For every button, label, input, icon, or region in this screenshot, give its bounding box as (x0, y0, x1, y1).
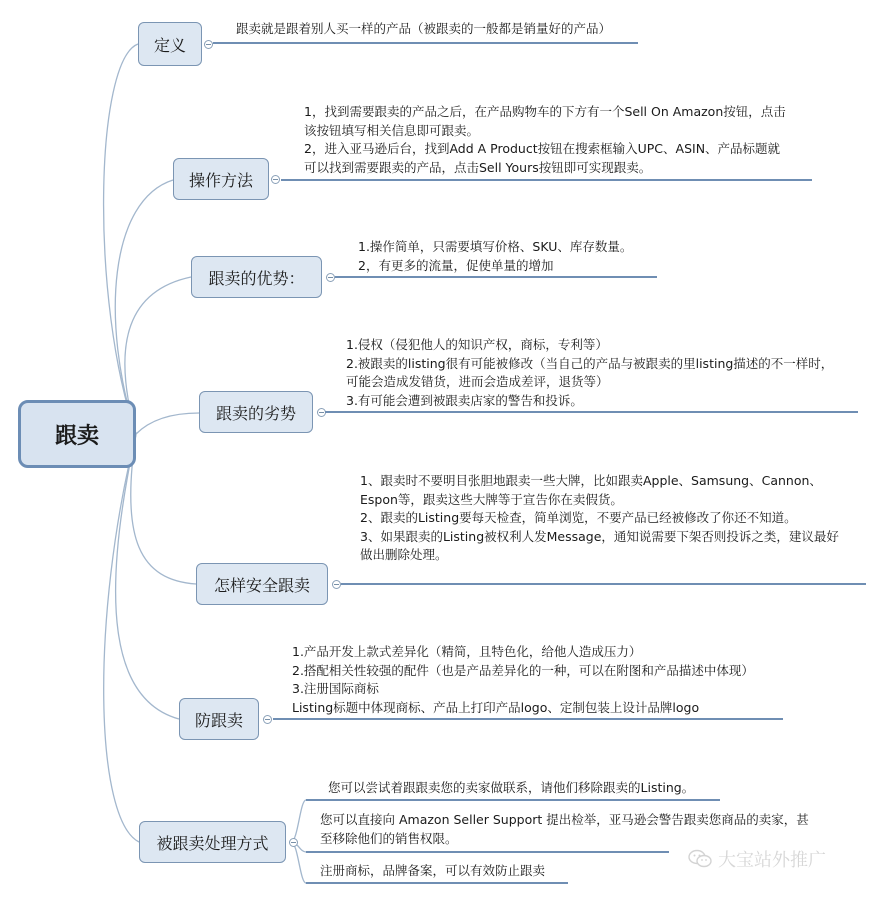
handling-sub3-underline (306, 882, 568, 884)
collapse-toggle-icon[interactable] (326, 273, 335, 282)
safe-method-underline (341, 583, 866, 585)
text-line: 做出删除处理。 (360, 547, 448, 562)
handling-sub1-underline (306, 799, 720, 801)
text-line: 跟卖就是跟着别人买一样的产品（被跟卖的一般都是销量好的产品） (236, 21, 612, 36)
collapse-toggle-icon[interactable] (332, 580, 341, 589)
text-line: 2.被跟卖的listing很有可能被修改（当自己的产品与被跟卖的里listing描述的不一样时， (346, 355, 834, 371)
text-line: 1，找到需要跟卖的产品之后，在产品购物车的下方有一个Sell On Amazon按钮，点击 (304, 104, 786, 119)
branch-definition[interactable]: 定义 (138, 22, 202, 66)
collapse-toggle-icon[interactable] (263, 715, 272, 724)
text-line: Listing标题中体现商标、产品上打印产品logo、定制包装上设计品牌logo (292, 699, 700, 715)
handling-sub2-underline (306, 851, 669, 853)
advantages-underline (335, 276, 657, 278)
disadvantages-underline (325, 411, 858, 413)
text-line: 3.注册国际商标 (292, 681, 379, 696)
text-line: 1.侵权（侵犯他人的知识产权，商标，专利等） (346, 337, 608, 352)
prevention-text (292, 643, 754, 717)
branch-operation-method[interactable]: 操作方法 (173, 158, 269, 200)
text-line: 2、跟卖的Listing要每天检查，简单浏览，不要产品已经被修改了你还不知道。 (360, 510, 797, 525)
handling-sub3-text (320, 862, 545, 881)
handling-sub1-text (328, 779, 694, 798)
operation-method-text (304, 103, 786, 177)
prevention-underline (273, 718, 783, 720)
text-line: 2.搭配相关性较强的配件（也是产品差异化的一种，可以在附图和产品描述中体现） (292, 662, 754, 678)
text-line: 1.操作简单，只需要填写价格、SKU、库存数量。 (358, 239, 633, 254)
text-line: 1.产品开发上款式差异化（精简，且特色化，给他人造成压力） (292, 644, 642, 659)
definition-text (236, 20, 611, 39)
wechat-icon (688, 849, 712, 869)
text-line: 可能会造成发错货，进而会造成差评，退货等） (346, 374, 609, 389)
branch-safe-method[interactable]: 怎样安全跟卖 (196, 563, 328, 605)
branch-prevention[interactable]: 防跟卖 (179, 698, 259, 740)
text-line: 至移除他们的销售权限。 (320, 830, 458, 846)
text-line: 您可以直接向 Amazon Seller Support 提出检举，亚马逊会警告跟卖您商品的卖家，甚 (320, 812, 809, 827)
watermark (688, 846, 826, 872)
advantages-text (358, 238, 632, 275)
operation-method-underline (281, 179, 812, 181)
text-line: 可以找到需要跟卖的产品，点击Sell Yours按钮即可实现跟卖。 (304, 159, 652, 175)
definition-underline (213, 42, 638, 44)
branch-handling[interactable]: 被跟卖处理方式 (139, 821, 286, 863)
text-line: 注册商标，品牌备案，可以有效防止跟卖 (320, 863, 546, 878)
disadvantages-text (346, 336, 833, 410)
collapse-toggle-icon[interactable] (271, 175, 280, 184)
branch-disadvantages[interactable]: 跟卖的劣势 (199, 391, 313, 433)
text-line: Espon等，跟卖这些大牌等于宣告你在卖假货。 (360, 491, 623, 507)
handling-sub2-text (320, 811, 809, 848)
text-line: 3.有可能会遭到被跟卖店家的警告和投诉。 (346, 392, 583, 408)
root-node[interactable]: 跟卖 (18, 400, 136, 468)
collapse-toggle-icon[interactable] (289, 838, 298, 847)
collapse-toggle-icon[interactable] (204, 40, 213, 49)
branch-advantages[interactable]: 跟卖的优势： (191, 256, 322, 298)
text-line: 该按钮填写相关信息即可跟卖。 (304, 122, 480, 138)
text-line: 3、如果跟卖的Listing被权利人发Message，通知说需要下架否则投诉之类，建议最好 (360, 528, 839, 544)
safe-method-text (360, 472, 839, 565)
text-line: 2，有更多的流量，促使单量的增加 (358, 257, 554, 273)
text-line: 您可以尝试着跟跟卖您的卖家做联系，请他们移除跟卖的Listing。 (328, 780, 695, 795)
watermark-text: 大宝站外推广 (718, 850, 826, 871)
text-line: 2，进入亚马逊后台，找到Add A Product按钮在搜索框输入UPC、ASIN、产品标题就 (304, 141, 781, 156)
text-line: 1、跟卖时不要明目张胆地跟卖一些大牌，比如跟卖Apple、Samsung、Cannon、 (360, 473, 822, 488)
